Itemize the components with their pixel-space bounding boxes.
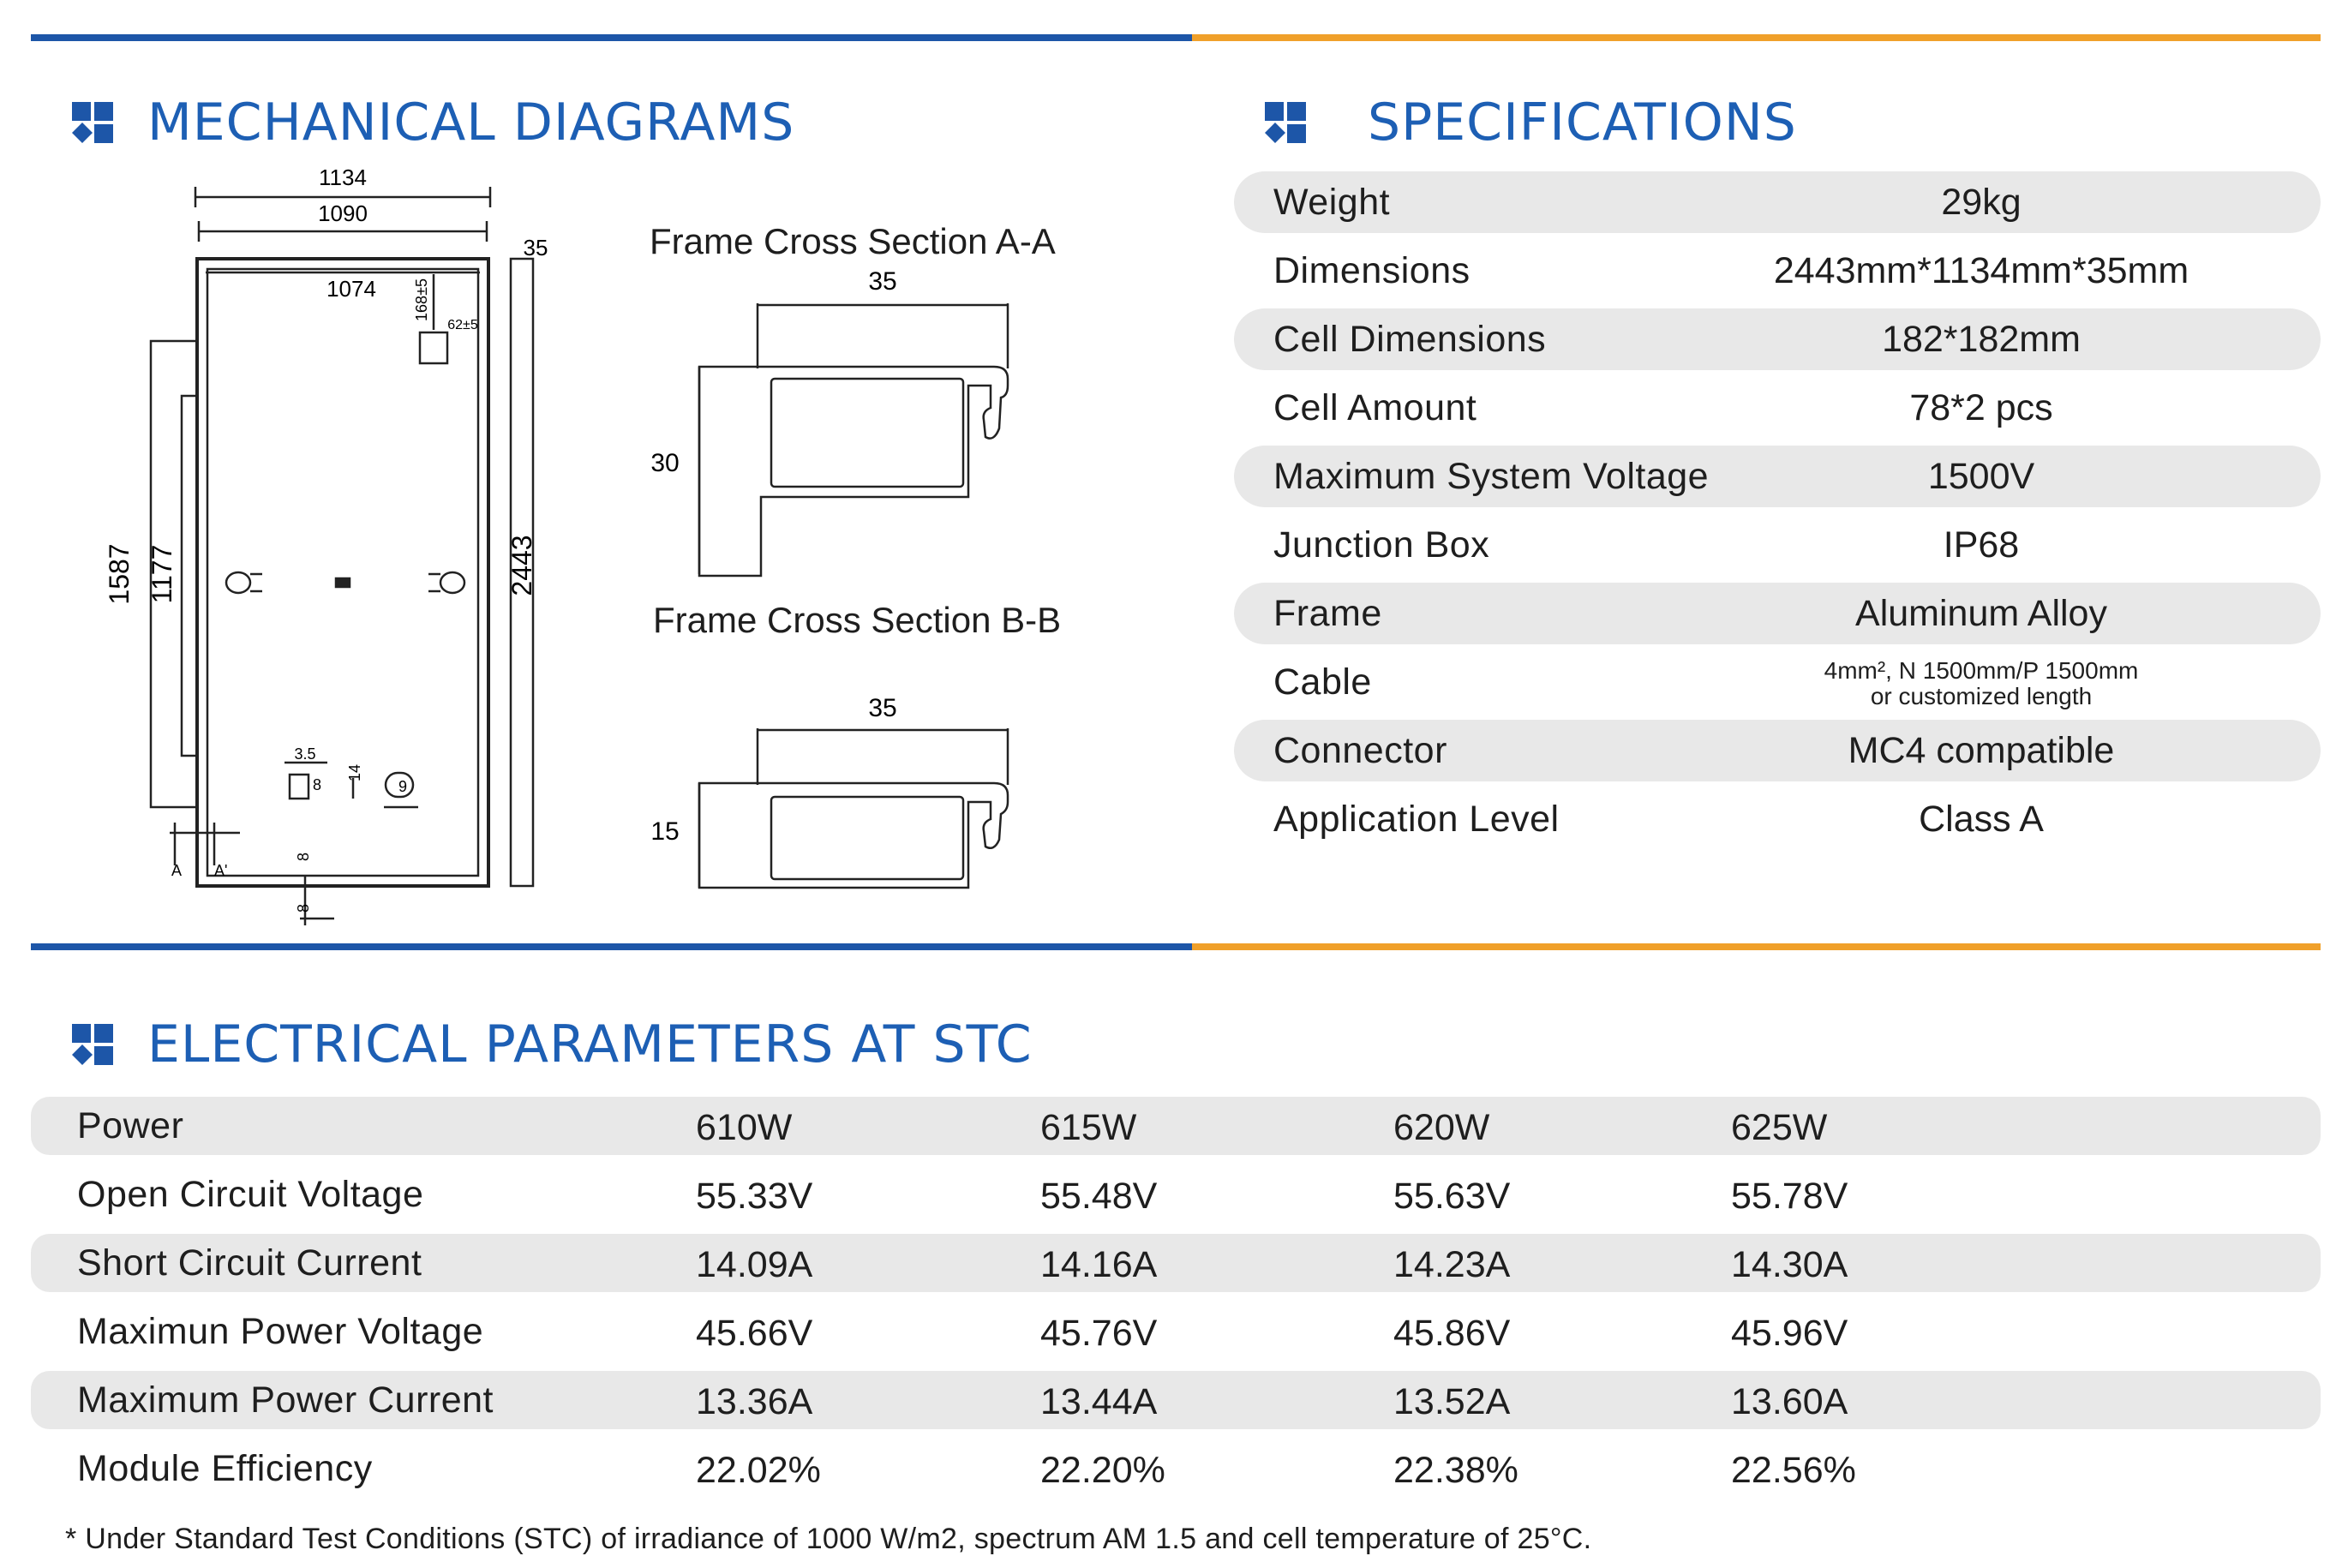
electrical-value: 55.78V: [1731, 1176, 1848, 1217]
electrical-value: 14.09A: [696, 1244, 813, 1285]
spec-row: [1234, 583, 2321, 644]
dim-height-1587: 1587: [104, 543, 135, 605]
stc-footnote: * Under Standard Test Conditions (STC) of irradiance of 1000 W/m2, spectrum AM 1.5 and cell temperature of 25°C.: [65, 1523, 1592, 1555]
spec-label: Maximum System Voltage: [1273, 456, 1710, 497]
spec-value: Aluminum Alloy: [1855, 593, 2107, 634]
spec-row: [1234, 446, 2321, 507]
spec-value-cable: [1553, 658, 2348, 709]
dim-width-mid: 1090: [318, 200, 368, 226]
spec-value: 2443mm*1134mm*35mm: [1773, 250, 2189, 291]
spec-value: 29kg: [1941, 182, 2022, 223]
dim-hole-14: 14: [346, 763, 363, 782]
spec-label: Frame: [1273, 593, 1382, 634]
dim-hole-9: 9: [398, 778, 408, 795]
electrical-value: 610W: [696, 1107, 793, 1148]
electrical-row: [31, 1302, 2321, 1361]
spec-label: Cell Amount: [1273, 387, 1477, 428]
electrical-value: 55.48V: [1040, 1176, 1158, 1217]
section-aa-title: Frame Cross Section A-A: [650, 221, 1056, 261]
spec-label: Application Level: [1273, 799, 1560, 840]
electrical-value: 55.63V: [1393, 1176, 1511, 1217]
spec-value: 182*182mm: [1882, 319, 2081, 360]
aa-height: 30: [650, 449, 680, 477]
electrical-title: ELECTRICAL PARAMETERS AT STC: [147, 1014, 1033, 1074]
electrical-value: 22.56%: [1731, 1450, 1856, 1491]
electrical-value: 620W: [1393, 1107, 1490, 1148]
electrical-value: 13.44A: [1040, 1381, 1158, 1422]
spec-row: [1234, 514, 2321, 576]
electrical-value: 615W: [1040, 1107, 1137, 1148]
section-logo-icon: [70, 100, 115, 145]
spec-row: [1234, 651, 2321, 713]
electrical-value: 22.02%: [696, 1450, 821, 1491]
spec-row: [1234, 171, 2321, 233]
electrical-value: 13.36A: [696, 1381, 813, 1422]
cable-line-2: or customized length: [1870, 683, 2093, 709]
cross-section-aa: [634, 257, 1028, 591]
dim-jbox-h: 62±5: [447, 318, 478, 332]
dim-height-1177: 1177: [147, 544, 177, 604]
spec-label: Weight: [1273, 182, 1391, 223]
spec-row: [1234, 240, 2321, 302]
dim-jbox-v: 168±5: [413, 278, 430, 321]
bb-height: 15: [650, 817, 680, 846]
electrical-label: Power: [77, 1105, 184, 1146]
dim-thickness: 35: [523, 235, 548, 260]
electrical-value: 13.60A: [1731, 1381, 1848, 1422]
electrical-row: [31, 1234, 2321, 1292]
spec-value: IP68: [1943, 524, 2020, 566]
spec-label: Connector: [1273, 730, 1447, 771]
electrical-row: [31, 1371, 2321, 1429]
spec-row: [1234, 720, 2321, 781]
mark-8a: 8: [295, 852, 312, 862]
middle-divider: [31, 943, 2321, 950]
electrical-value: 45.96V: [1731, 1313, 1848, 1354]
section-logo-icon: [1263, 100, 1308, 145]
spec-label: Dimensions: [1273, 250, 1470, 291]
spec-value: Class A: [1919, 799, 2044, 840]
spec-row: [1234, 308, 2321, 370]
mark-a-prime: A': [214, 862, 228, 879]
mechanical-section-header: [70, 93, 794, 153]
specifications-title: SPECIFICATIONS: [1368, 93, 1797, 153]
spec-value: MC4 compatible: [1848, 730, 2115, 771]
electrical-row: [31, 1165, 2321, 1224]
top-divider: [31, 34, 2321, 41]
spec-label: Junction Box: [1273, 524, 1490, 566]
electrical-value: 625W: [1731, 1107, 1828, 1148]
electrical-section-header: [70, 1014, 1033, 1074]
cable-line-1: 4mm², N 1500mm/P 1500mm: [1824, 657, 2139, 684]
electrical-label: Short Circuit Current: [77, 1242, 422, 1284]
electrical-value: 22.20%: [1040, 1450, 1165, 1491]
dim-hole-3-5: 3.5: [294, 745, 316, 763]
electrical-value: 14.16A: [1040, 1244, 1158, 1285]
dim-width-outer: 1134: [319, 165, 367, 190]
electrical-label: Module Efficiency: [77, 1448, 373, 1489]
electrical-label: Maximun Power Voltage: [77, 1311, 484, 1352]
section-logo-icon: [70, 1022, 115, 1067]
electrical-row: [31, 1097, 2321, 1155]
electrical-label: Open Circuit Voltage: [77, 1174, 424, 1215]
electrical-row: [31, 1439, 2321, 1498]
section-bb-title: Frame Cross Section B-B: [653, 600, 1062, 640]
spec-value: 78*2 pcs: [1909, 387, 2053, 428]
electrical-value: 14.23A: [1393, 1244, 1511, 1285]
dim-height-total: 2443: [506, 535, 537, 596]
mechanical-title: MECHANICAL DIAGRAMS: [147, 93, 795, 153]
spec-label: Cell Dimensions: [1273, 319, 1547, 360]
electrical-value: 13.52A: [1393, 1381, 1511, 1422]
electrical-value: 14.30A: [1731, 1244, 1848, 1285]
electrical-value: 22.38%: [1393, 1450, 1518, 1491]
bb-width: 35: [868, 694, 897, 722]
electrical-value: 45.76V: [1040, 1313, 1158, 1354]
spec-value: 1500V: [1927, 456, 2035, 497]
cross-section-bb: [634, 668, 1028, 891]
mark-8b: 8: [295, 903, 312, 913]
electrical-label: Maximum Power Current: [77, 1379, 494, 1421]
aa-width: 35: [868, 267, 897, 296]
spec-label: Cable: [1273, 661, 1372, 703]
module-drawing: [103, 163, 600, 934]
electrical-value: 45.66V: [696, 1313, 813, 1354]
mark-a: A: [171, 862, 183, 879]
electrical-value: 55.33V: [696, 1176, 813, 1217]
spec-row: [1234, 788, 2321, 850]
spec-row: [1234, 377, 2321, 439]
dim-hole-8: 8: [312, 776, 322, 793]
specifications-section-header: [1263, 93, 1797, 153]
electrical-value: 45.86V: [1393, 1313, 1511, 1354]
dim-width-inner: 1074: [326, 276, 376, 302]
